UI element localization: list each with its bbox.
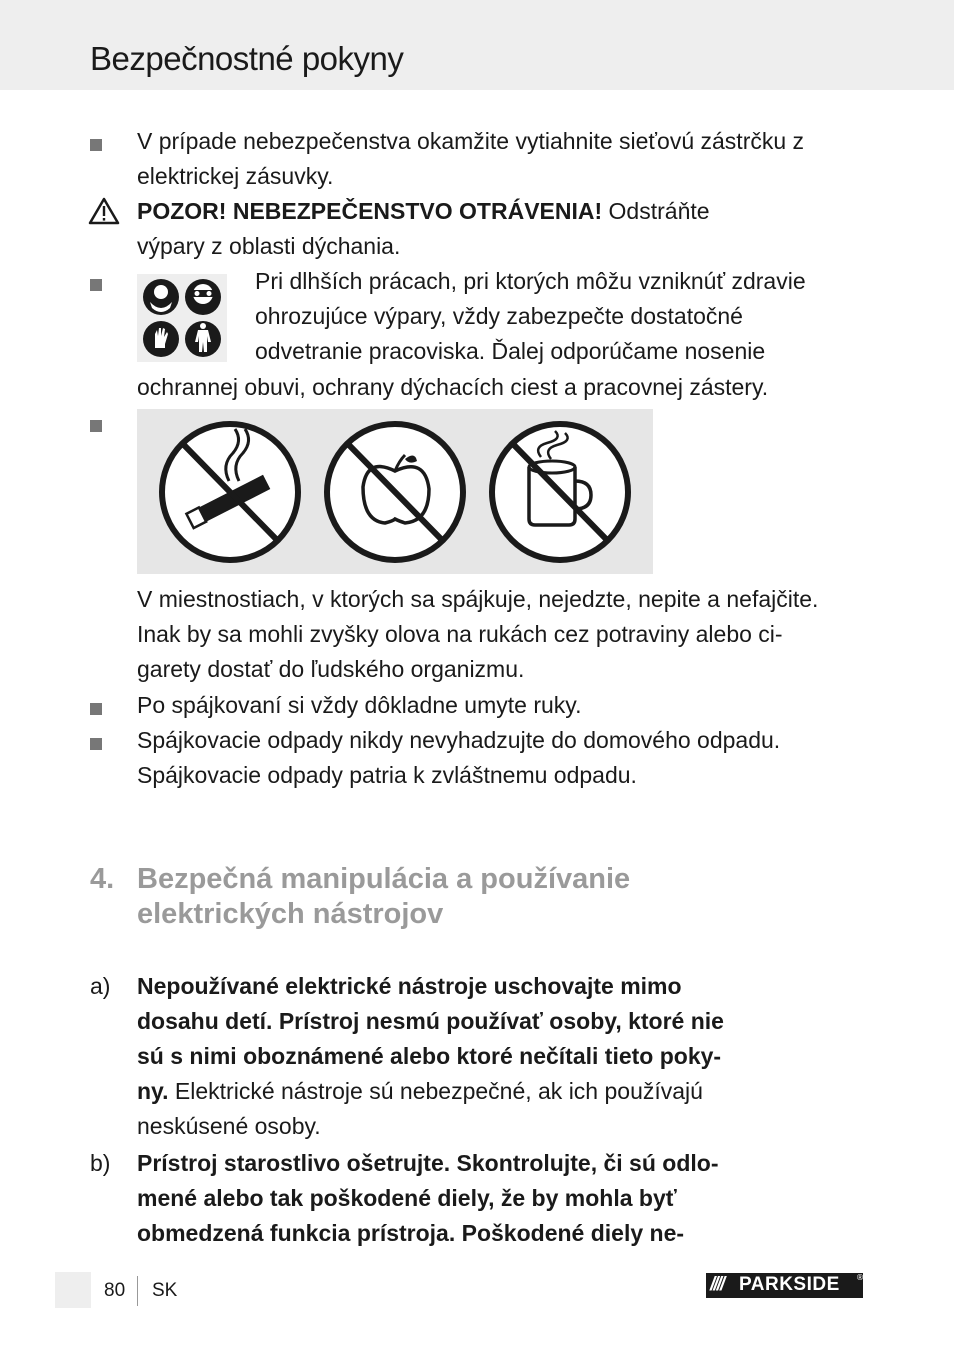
text-line: Spájkovacie odpady patria k zvláštnemu odpadu. [137, 762, 637, 788]
bullet-marker [90, 420, 102, 432]
parkside-logo [706, 1273, 863, 1298]
section-title-line: Bezpečná manipulácia a používanie [137, 863, 631, 895]
page-title: Bezpečnostné pokyny [90, 40, 404, 77]
bullet-marker [90, 738, 102, 750]
text-line: Pri dlhších prácach, pri ktorých môžu vzniknúť zdravie [255, 268, 806, 294]
paragraph-label: a) [90, 973, 111, 999]
no-drinking-icon [492, 424, 628, 560]
bold-text: Prístroj starostlivo ošetrujte. Skontrolujte, či sú odlo- [137, 1150, 719, 1176]
language-code: SK [152, 1280, 178, 1301]
text-line: ohrozujúce výpary, vždy zabezpečte dostatočné [255, 303, 743, 329]
text-span: Elektrické nástroje sú nebezpečné, ak ich používajú [168, 1078, 703, 1104]
bold-text: dosahu detí. Prístroj nesmú používať osoby, ktoré nie [137, 1008, 724, 1034]
bold-text: obmedzená funkcia prístroja. Poškodené diely ne- [137, 1220, 685, 1246]
logo-text: PARKSIDE [739, 1274, 840, 1295]
text-line: odvetranie pracoviska. Ďalej odporúčame nosenie [255, 338, 766, 364]
no-eating-icon [327, 424, 463, 560]
bold-text: mené alebo tak poškodené diely, že by mohla byť [137, 1185, 677, 1211]
list-item [137, 582, 867, 687]
footer-marker-box [55, 1272, 91, 1308]
no-smoking-icon [162, 424, 298, 560]
prohibition-icon-panel [137, 409, 653, 574]
page-number: 80 [104, 1280, 126, 1301]
warning-heading: POZOR! NEBEZPEČENSTVO OTRÁVENIA! [137, 198, 603, 224]
respirator-icon [143, 279, 179, 315]
bold-text: ny. [137, 1078, 169, 1104]
gloves-icon [143, 321, 179, 357]
text-line: V prípade nebezpečenstva okamžite vytiahnite sieťovú zástrčku z [137, 128, 805, 154]
warning-item [137, 194, 867, 264]
text-line: neskúsené osoby. [137, 1113, 321, 1139]
registered-mark: ® [856, 1273, 864, 1282]
text-line: ochrannej obuvi, ochrany dýchacích ciest a pracovnej zástery. [137, 374, 769, 400]
list-item [137, 723, 867, 793]
safety-goggles-icon [185, 279, 221, 315]
paragraph-label: b) [90, 1150, 111, 1176]
text-line: garety dostať do ľudského organizmu. [137, 656, 525, 682]
list-item [137, 124, 867, 194]
bullet-marker [90, 703, 102, 715]
logo-slashes: //// [710, 1274, 724, 1295]
text-line: výpary z oblasti dýchania. [137, 233, 401, 259]
bullet-marker [90, 279, 102, 291]
bold-text: Nepoužívané elektrické nástroje uschovajte mimo [137, 973, 682, 999]
text-line: elektrickej zásuvky. [137, 163, 334, 189]
ppe-icon-group [137, 274, 227, 362]
list-item: Po spájkovaní si vždy dôkladne umyte ruky. [137, 692, 582, 718]
footer-divider [137, 1276, 138, 1306]
page-header [0, 0, 954, 90]
text-line: Spájkovacie odpady nikdy nevyhadzujte do domového odpadu. [137, 727, 781, 753]
bullet-marker [90, 139, 102, 151]
bold-text: sú s nimi oboznámené alebo ktoré nečítali tieto poky- [137, 1043, 722, 1069]
text-line: Inak by sa mohli zvyšky olova na rukách cez potraviny alebo ci- [137, 621, 783, 647]
section-title-line: elektrických nástrojov [137, 898, 444, 930]
paragraph-b [137, 1146, 867, 1251]
text-span: Odstráňte [602, 198, 710, 224]
warning-triangle-icon [88, 197, 120, 225]
protective-suit-icon [185, 321, 221, 357]
paragraph-a [137, 969, 867, 1144]
section-number: 4. [90, 863, 115, 895]
text-line: V miestnostiach, v ktorých sa spájkuje, nejedzte, nepite a nefajčite. [137, 586, 819, 612]
